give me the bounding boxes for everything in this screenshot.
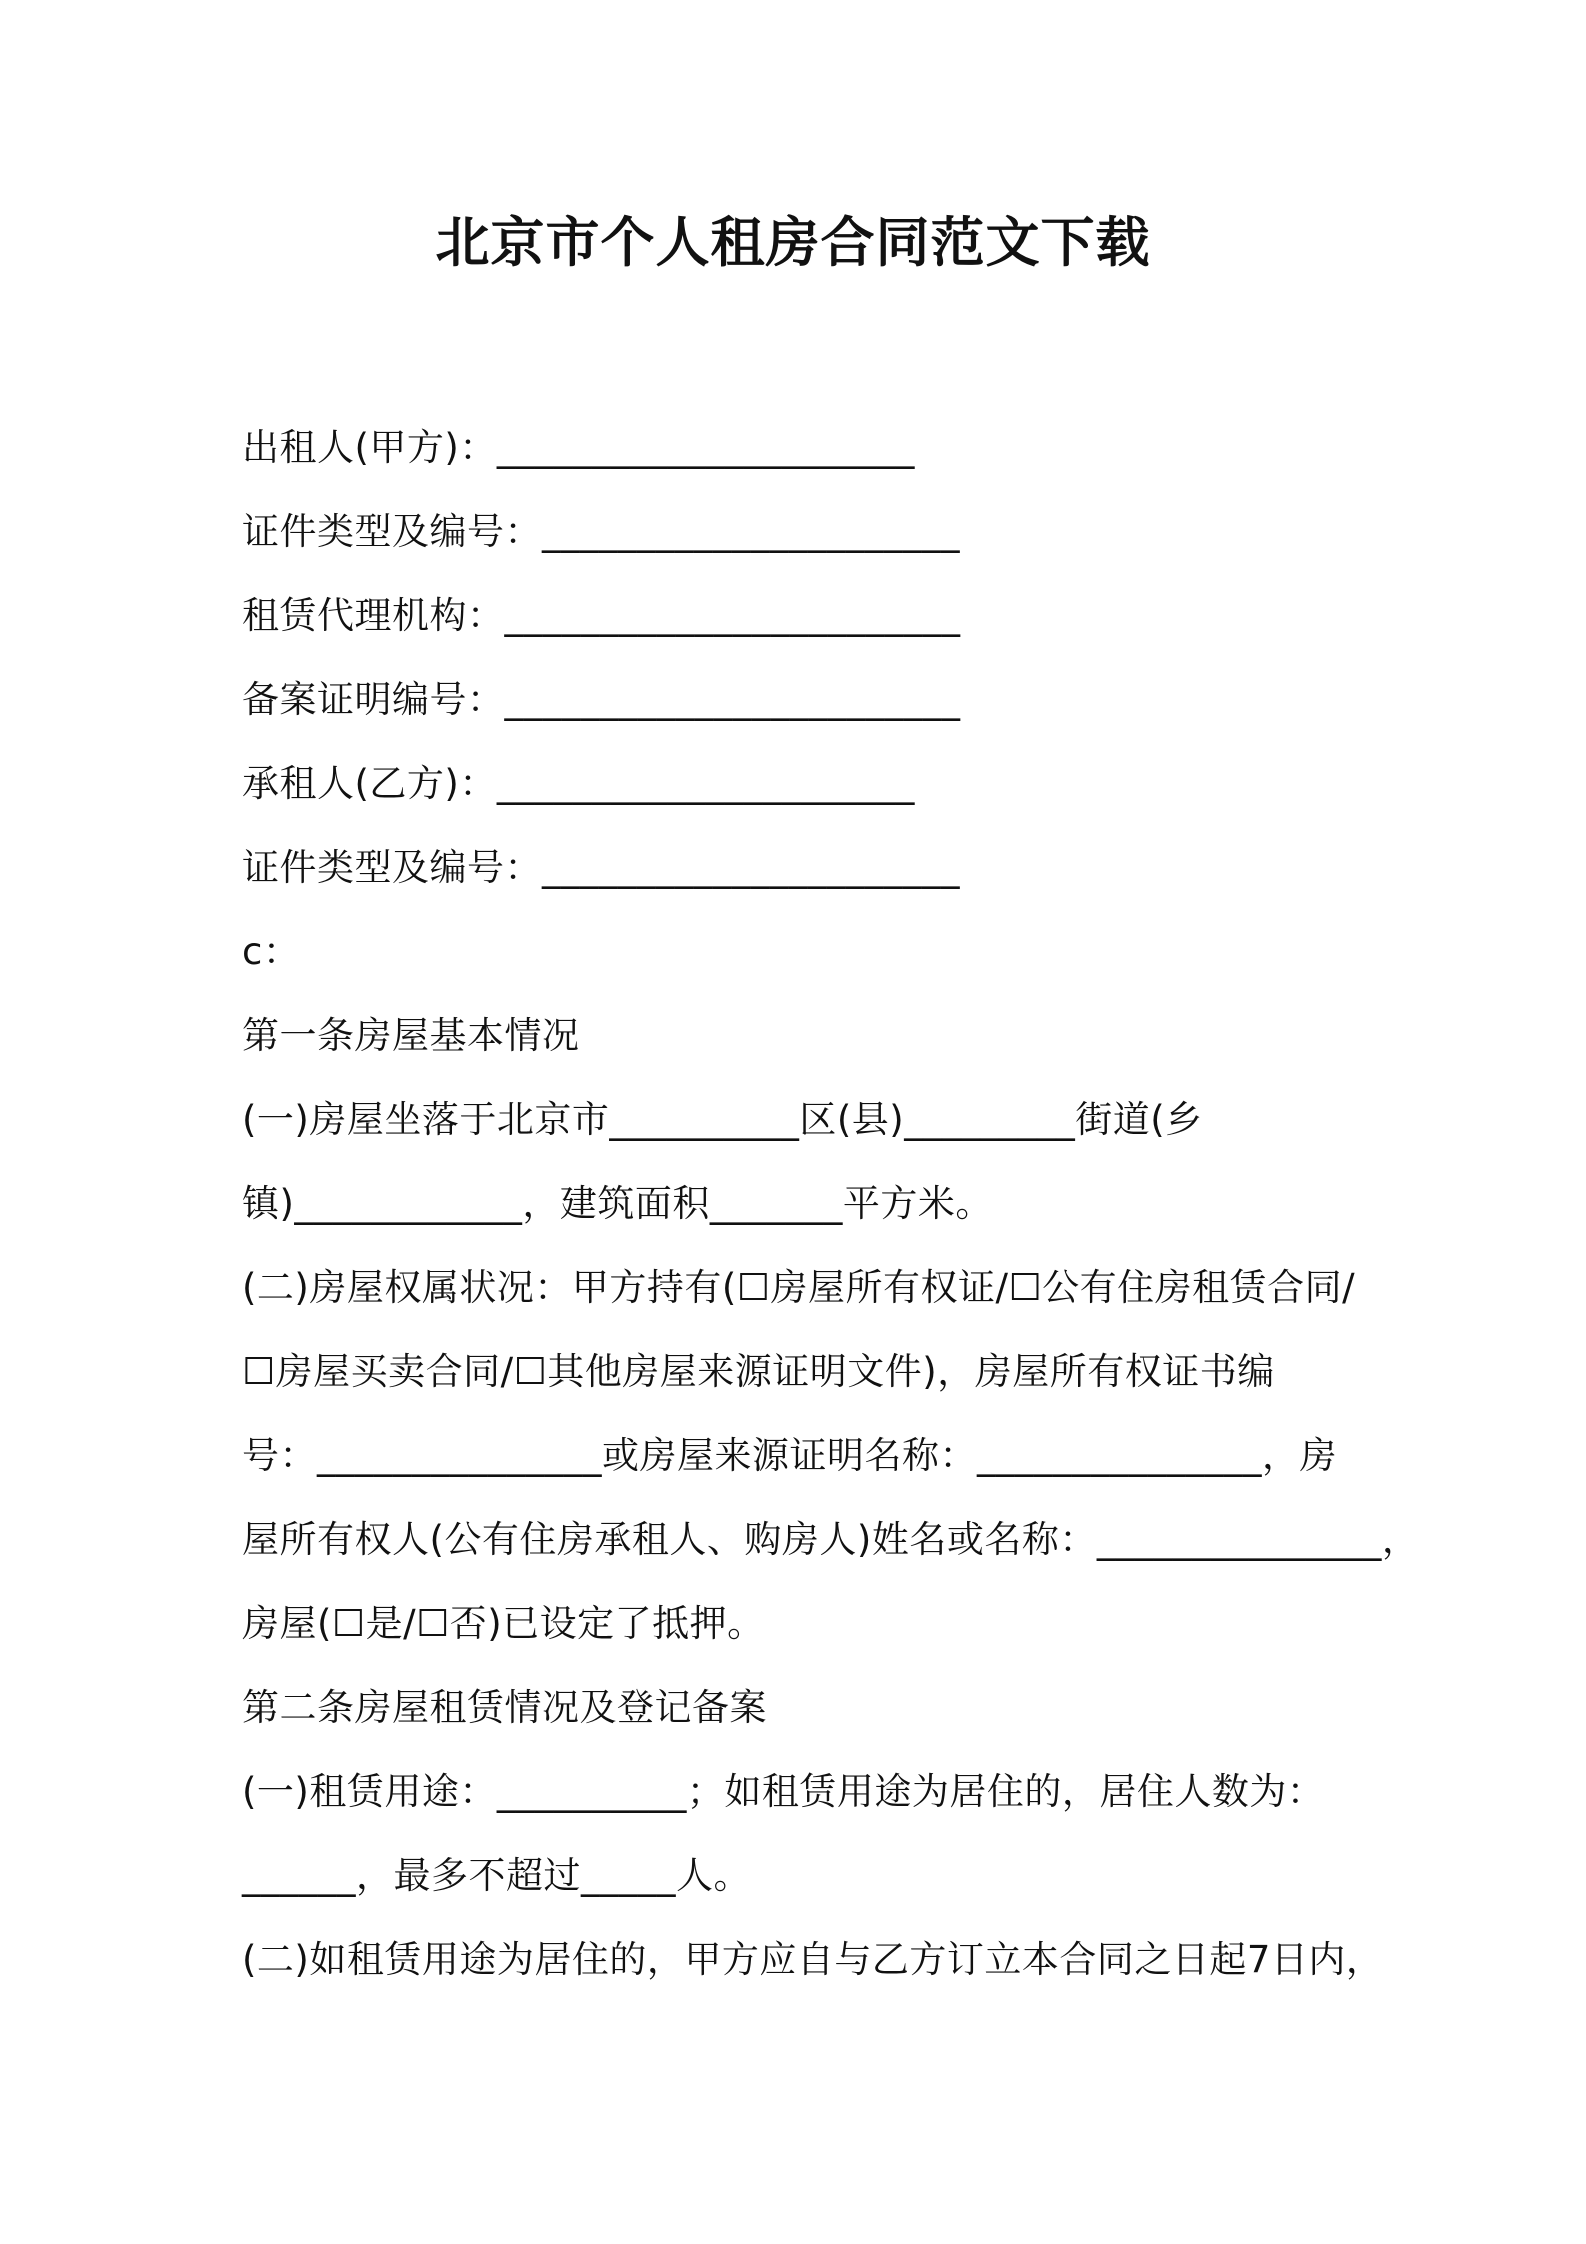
document-title: 北京市个人租房合同范文下载 xyxy=(435,211,1151,274)
article-1-clause-2d: 屋所有权人(公有住房承租人、购房人)姓名或名称：_______________， xyxy=(242,1518,1420,1561)
document-body xyxy=(242,406,1420,2002)
landlord-id-line: 证件类型及编号：______________________ xyxy=(242,510,960,553)
filing-number-line: 备案证明编号：________________________ xyxy=(242,678,961,721)
agency-line: 租赁代理机构：________________________ xyxy=(242,594,961,637)
article-2-heading: 第二条房屋租赁情况及登记备案 xyxy=(242,1686,767,1729)
article-1-clause-2c: 号：_______________或房屋来源证明名称：_______________，房 xyxy=(242,1434,1337,1477)
article-1-clause-2e: 房屋(☐是/☐否)已设定了抵押。 xyxy=(242,1602,765,1645)
article-1-clause-1b: 镇)____________，建筑面积_______平方米。 xyxy=(242,1182,993,1225)
article-1-clause-2a: (二)房屋权属状况：甲方持有(☐房屋所有权证/☐公有住房租赁合同/ xyxy=(242,1266,1356,1309)
preamble-line: c： xyxy=(242,930,301,973)
article-1-heading: 第一条房屋基本情况 xyxy=(242,1014,580,1057)
article-1-clause-2b: ☐房屋买卖合同/☐其他房屋来源证明文件)，房屋所有权证书编 xyxy=(242,1350,1275,1393)
article-1-clause-1a: (一)房屋坐落于北京市__________区(县)_________街道(乡 xyxy=(242,1098,1203,1141)
tenant-id-line: 证件类型及编号：______________________ xyxy=(242,846,960,889)
tenant-line: 承租人(乙方)：______________________ xyxy=(242,762,915,805)
article-2-clause-2a: (二)如租赁用途为居住的，甲方应自与乙方订立本合同之日起7日内， xyxy=(242,1938,1384,1981)
article-2-clause-1a: (一)租赁用途：__________；如租赁用途为居住的，居住人数为： xyxy=(242,1770,1325,1813)
article-2-clause-1b: ______，最多不超过_____人。 xyxy=(242,1854,751,1897)
landlord-line: 出租人(甲方)：______________________ xyxy=(242,426,915,469)
